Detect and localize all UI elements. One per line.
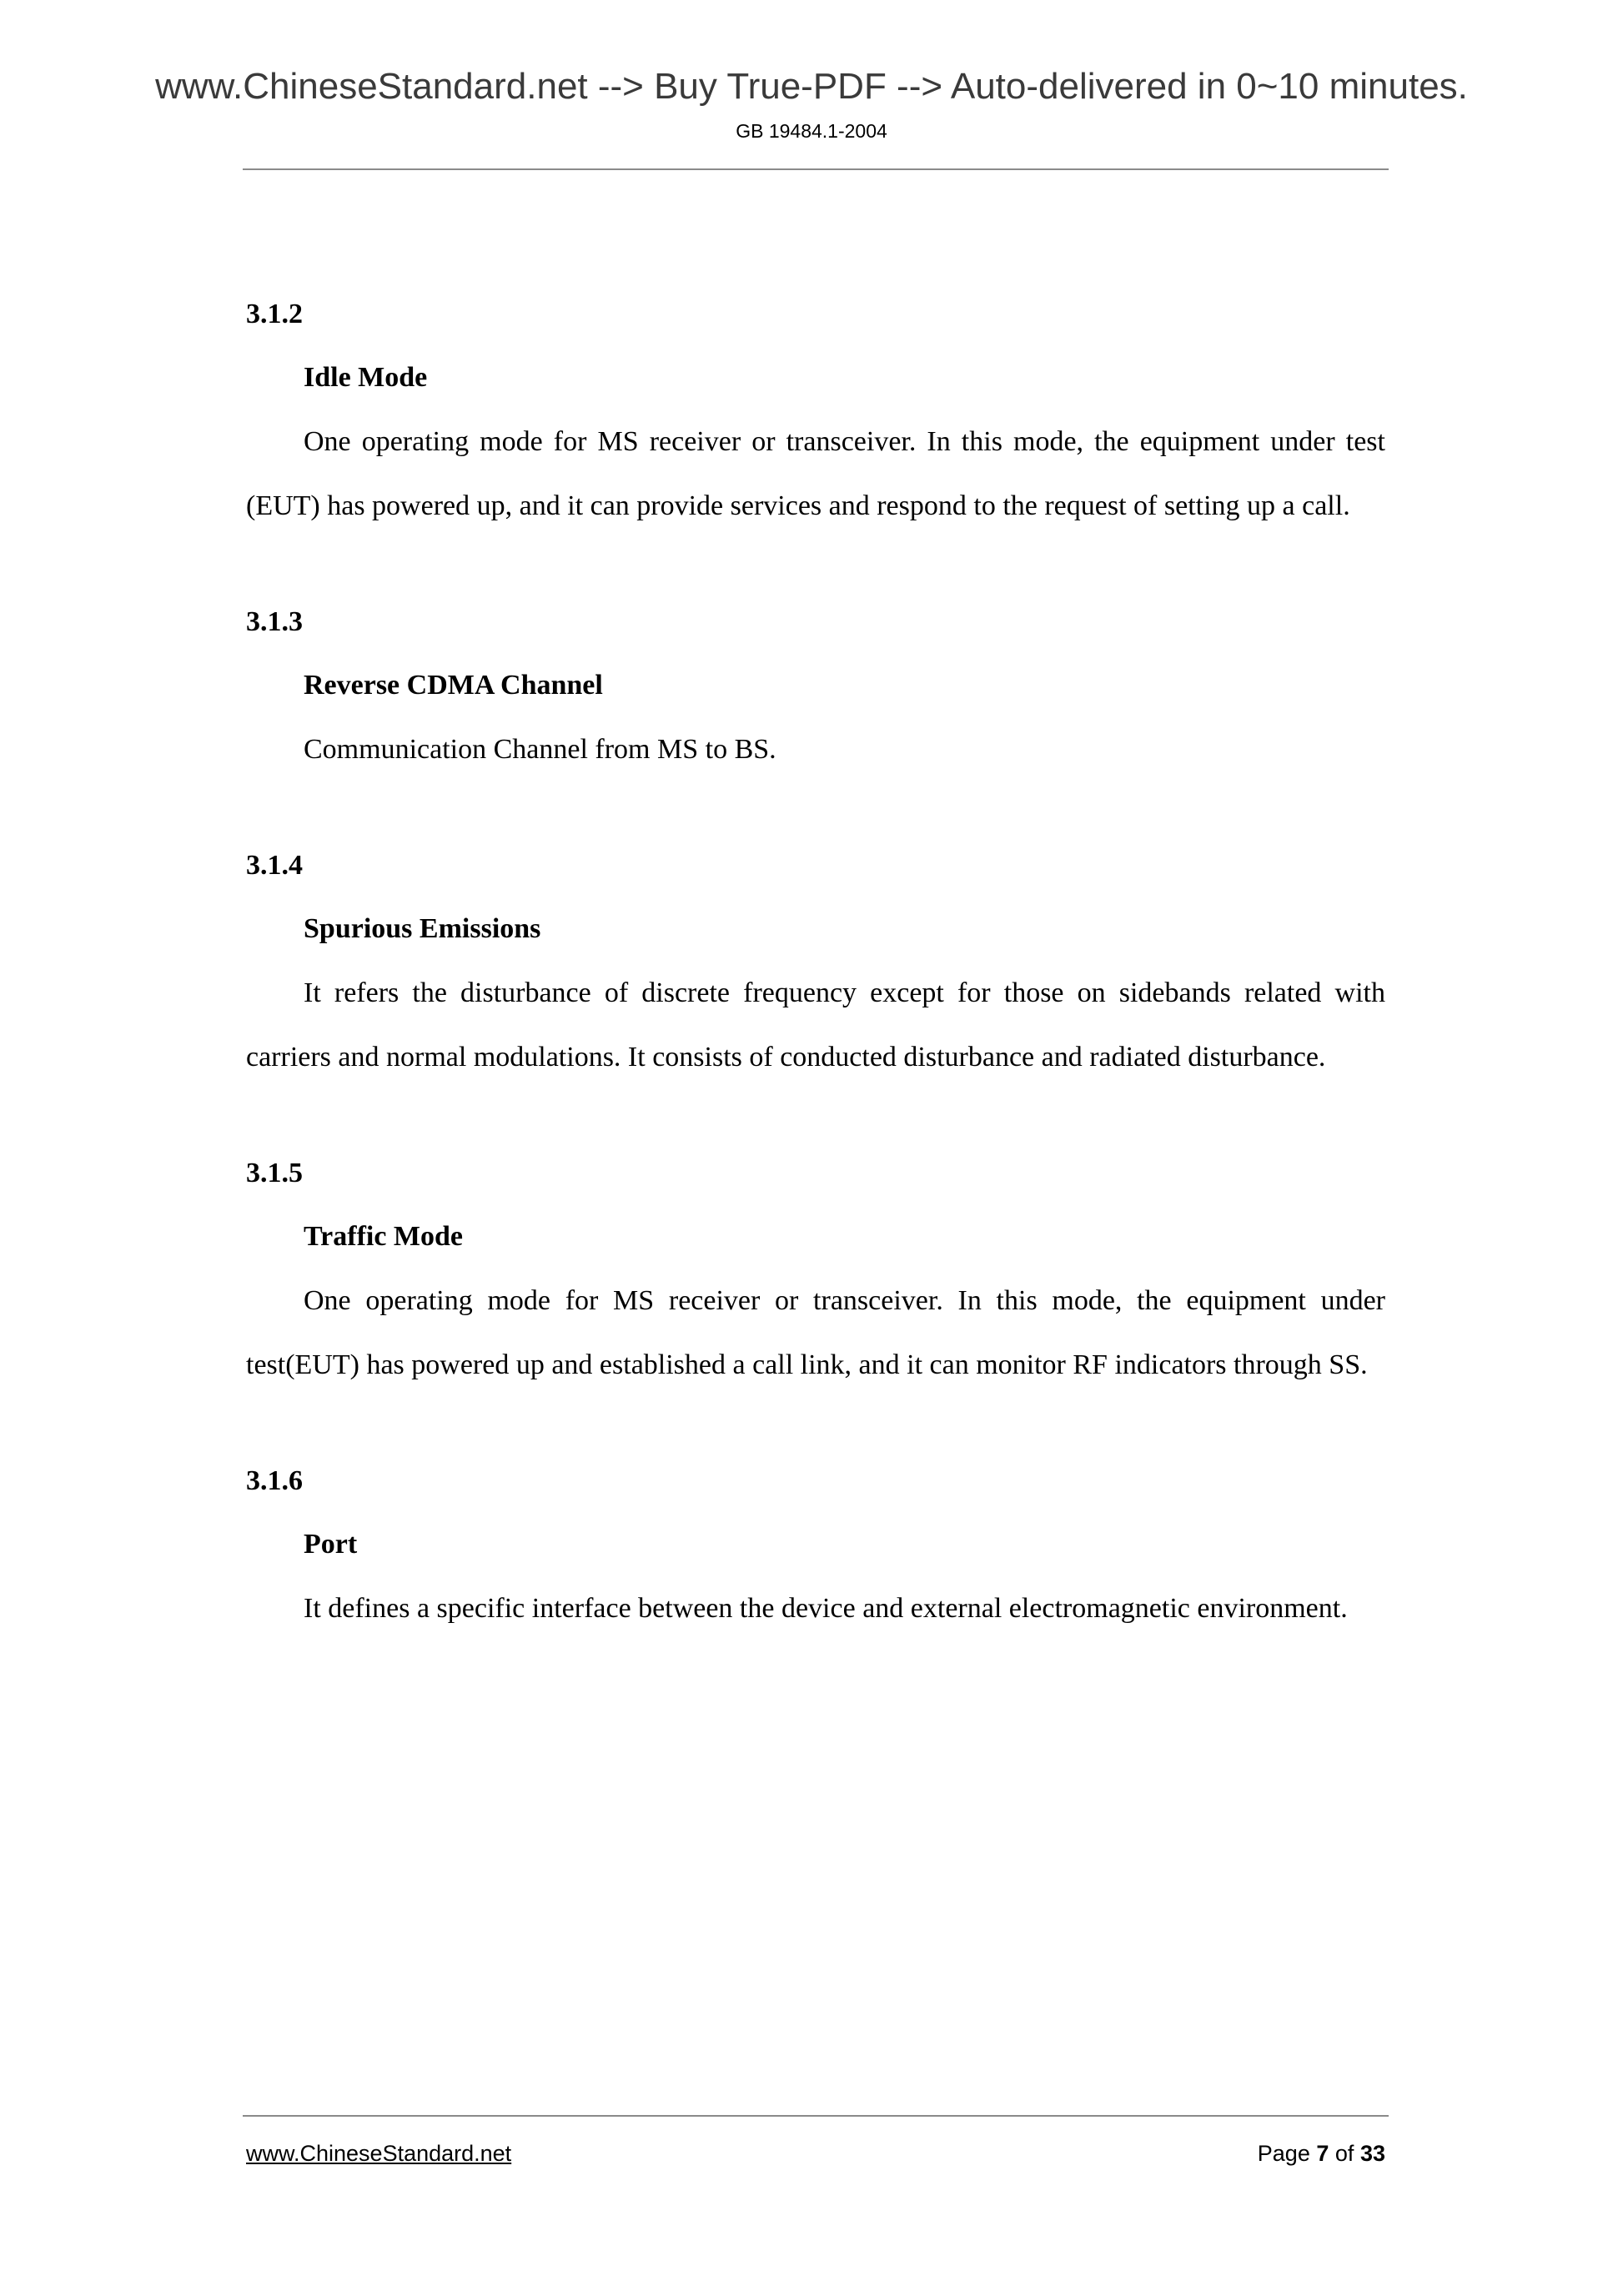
standard-code: GB 19484.1-2004: [736, 120, 887, 142]
page-total: 33: [1359, 2141, 1385, 2166]
section-text: One operating mode for MS receiver or transceiver. In this mode, the equipment under test(EUT) has powered up and established a call link, and it can monitor RF indicators through SS.: [246, 1285, 1385, 1380]
page-current: 7: [1316, 2141, 1329, 2166]
document-body: [246, 294, 1385, 1640]
page-prefix: Page: [1257, 2141, 1310, 2166]
section-3-1-4: [246, 845, 1385, 1089]
section-title: Traffic Mode: [304, 1221, 464, 1252]
section-3-1-2: [246, 294, 1385, 538]
section-number: 3.1.3: [246, 606, 303, 637]
section-number: 3.1.2: [246, 299, 303, 329]
section-3-1-6: [246, 1460, 1385, 1640]
header-banner: www.ChineseStandard.net --> Buy True-PDF --> Auto-delivered in 0~10 minutes.: [155, 66, 1468, 107]
section-title: Reverse CDMA Channel: [304, 670, 603, 701]
section-number: 3.1.5: [246, 1158, 303, 1188]
section-title: Spurious Emissions: [304, 913, 541, 944]
footer-website-link[interactable]: www.ChineseStandard.net: [246, 2141, 512, 2166]
section-number: 3.1.6: [246, 1465, 303, 1496]
section-title: Port: [304, 1529, 358, 1560]
section-text: One operating mode for MS receiver or transceiver. In this mode, the equipment under test (EUT) has powered up, and it can provide services and respond to the request of setting up a call.: [246, 426, 1385, 521]
section-3-1-5: [246, 1153, 1385, 1397]
page-number: [1258, 2139, 1385, 2168]
page-of: of: [1334, 2141, 1354, 2166]
section-text: It defines a specific interface between the device and external electromagnetic environment.: [304, 1593, 1348, 1624]
section-title: Idle Mode: [304, 362, 428, 393]
section-number: 3.1.4: [246, 850, 303, 881]
section-text: Communication Channel from MS to BS.: [304, 734, 776, 765]
footer-divider: [243, 2115, 1389, 2117]
section-text: It refers the disturbance of discrete frequency except for those on sidebands related with carriers and normal modulations. It consists of conducted disturbance and radiated disturbance.: [246, 977, 1385, 1073]
section-3-1-3: [246, 601, 1385, 781]
header-divider: [243, 168, 1389, 170]
